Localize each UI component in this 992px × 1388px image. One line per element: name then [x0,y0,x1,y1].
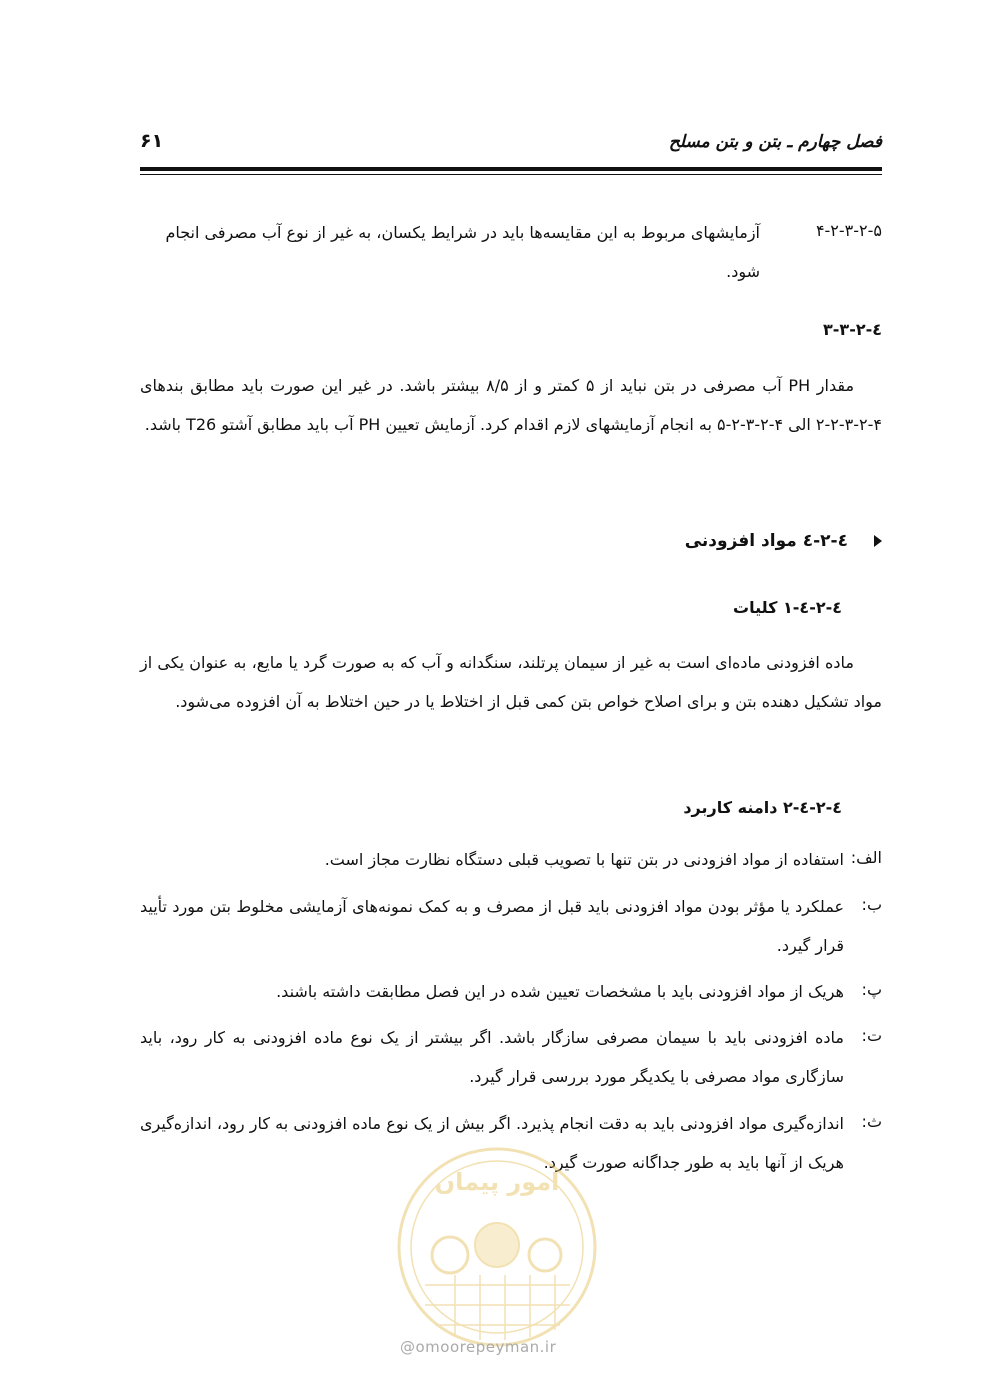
list-item-letter: ث: [861,1112,882,1131]
subsection-paragraph: ماده افزودنی ماده‌ای است به غیر از سیمان پرتلند، سنگدانه و آب که به صورت گرد یا مایع، به عنوان یکی از مواد تشکیل دهنده بتن و برای اصلاح خواص بتن کمی قبل از اختلاط یا در حین اختلاط به آن افزوده می‌شود. [140,653,882,711]
section-paragraph: مقدار PH آب مصرفی در بتن نباید از ۵ کمتر و از ۸/۵ بیشتر باشد. در غیر این صورت باید مطابق بندهای ۴-۲-۳-۲-۲ الی ۴-۲-۳-۲-۵ به انجام آزمایشهای لازم اقدام کرد. آزمایش تعیین PH آب باید مطابق آشتو T26 باشد. [140,376,882,434]
list-item-text: ماده افزودنی باید با سیمان مصرفی سازگار باشد. اگر بیشتر از یک نوع ماده افزودنی به کار رود، باید سازگاری مواد مصرفی با یکدیگر مورد بررسی قرار گیرد. [140,1028,844,1086]
list-item-text: اندازه‌گیری مواد افزودنی باید به دقت انجام پذیرد. اگر بیش از یک نوع ماده افزودنی به کار رود، اندازه‌گیری هریک از آنها باید به طور جداگانه صورت گیرد. [140,1114,844,1172]
section-heading-text: ٤-٢-٤ مواد افزودنی [684,531,848,551]
list-item-letter: پ: [861,980,882,999]
page-number: ۶۱ [140,130,164,152]
header-rule-thick [140,167,882,171]
chapter-title: فصل چهارم ـ بتن و بتن مسلح [668,132,882,152]
watermark-logo [395,1145,600,1350]
section-heading: ٤-٢-٣-٣ [823,320,882,339]
list-item-text: استفاده از مواد افزودنی در بتن تنها با تصویب قبلی دستگاه نظارت مجاز است. [324,850,844,869]
list-item-letter: ب: [861,895,882,914]
section-heading-main [685,531,882,551]
subsection-heading: ٤-٢-٤-٢ دامنه کاربرد [683,798,842,817]
clause-text: آزمایشهای مربوط به این مقایسه‌ها باید در شرایط یکسان، به غیر از نوع آب مصرفی انجام شود. [165,223,760,281]
watermark-url: @omoorepeyman.ir [400,1338,557,1356]
list-item-letter: ت: [861,1026,882,1045]
list-item-letter: الف: [850,848,882,867]
list-item-text: عملکرد یا مؤثر بودن مواد افزودنی باید قبل از مصرف و به کمک نمونه‌های آزمایشی مخلوط بتن مورد تأیید قرار گیرد. [140,897,844,955]
list-item-text: هریک از مواد افزودنی باید با مشخصات تعیین شده در این فصل مطابقت داشته باشند. [276,982,844,1001]
subsection-heading: ٤-٢-٤-١ کلیات [732,598,842,617]
clause-number: ۴-۲-۳-۲-۵ [815,221,882,240]
header-rule-thin [140,174,882,175]
watermark-logo-text: امور پیمان [434,1168,560,1196]
bullet-arrow-icon [874,535,882,547]
